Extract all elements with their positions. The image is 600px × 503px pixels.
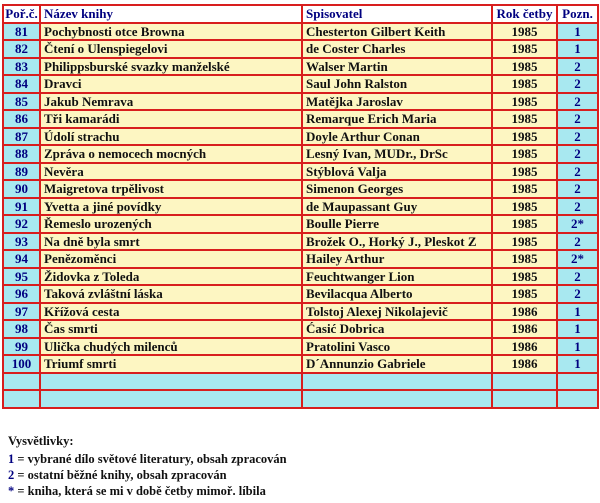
note-code: 1 [557, 40, 598, 58]
table-row [3, 285, 598, 303]
row-number: 93 [3, 233, 40, 251]
table-row [3, 110, 598, 128]
book-author: Simenon Georges [302, 180, 492, 198]
book-author: Feuchtwanger Lion [302, 268, 492, 286]
book-title: Údolí strachu [40, 128, 302, 146]
book-title: Taková zvláštní láska [40, 285, 302, 303]
note-code: 2 [557, 145, 598, 163]
row-number: 84 [3, 75, 40, 93]
note-code: 1 [557, 320, 598, 338]
legend [8, 433, 287, 499]
book-title: Maigretova trpělivost [40, 180, 302, 198]
book-author: Hailey Arthur [302, 250, 492, 268]
note-code: 2 [557, 180, 598, 198]
empty-cell [302, 373, 492, 391]
legend-line [8, 483, 287, 499]
empty-cell [40, 390, 302, 408]
note-code: 2 [557, 198, 598, 216]
book-author: de Coster Charles [302, 40, 492, 58]
row-number: 89 [3, 163, 40, 181]
table-row [3, 215, 598, 233]
reading-year: 1986 [492, 338, 557, 356]
book-table [2, 4, 599, 409]
row-number: 97 [3, 303, 40, 321]
reading-year: 1985 [492, 93, 557, 111]
reading-year: 1985 [492, 145, 557, 163]
note-code: 1 [557, 338, 598, 356]
book-author: Brožek O., Horký J., Pleskot Z [302, 233, 492, 251]
book-title: Penězoměnci [40, 250, 302, 268]
book-author: Chesterton Gilbert Keith [302, 23, 492, 41]
table-row [3, 303, 598, 321]
reading-year: 1986 [492, 355, 557, 373]
legend-heading: Vysvětlivky: [8, 434, 74, 448]
legend-line [8, 467, 287, 483]
book-author: Tolstoj Alexej Nikolajevič [302, 303, 492, 321]
header-number: Poř.č. [3, 5, 40, 23]
reading-year: 1985 [492, 285, 557, 303]
book-title: Philippsburské svazky manželské [40, 58, 302, 76]
table-row [3, 40, 598, 58]
note-code: 2* [557, 250, 598, 268]
table-row [3, 250, 598, 268]
note-code: 2 [557, 128, 598, 146]
reading-year: 1985 [492, 268, 557, 286]
book-title: Dravci [40, 75, 302, 93]
table-row [3, 355, 598, 373]
table-row [3, 233, 598, 251]
table-body [3, 23, 598, 408]
reading-year: 1985 [492, 215, 557, 233]
row-number: 81 [3, 23, 40, 41]
row-number: 85 [3, 93, 40, 111]
book-title: Čtení o Ulenspiegelovi [40, 40, 302, 58]
note-code: 1 [557, 355, 598, 373]
reading-year: 1985 [492, 110, 557, 128]
legend-mark: 2 [8, 468, 15, 482]
book-title: Řemeslo urozených [40, 215, 302, 233]
row-number: 82 [3, 40, 40, 58]
table-row [3, 75, 598, 93]
legend-text: = ostatní běžné knihy, obsah zpracován [14, 468, 227, 482]
legend-mark: * [8, 484, 15, 498]
reading-year: 1986 [492, 303, 557, 321]
table-row [3, 23, 598, 41]
row-number: 88 [3, 145, 40, 163]
book-title: Pochybnosti otce Browna [40, 23, 302, 41]
book-author: Ćasić Dobrica [302, 320, 492, 338]
row-number: 91 [3, 198, 40, 216]
legend-mark: 1 [8, 452, 15, 466]
book-author: Saul John Ralston [302, 75, 492, 93]
table-row [3, 145, 598, 163]
note-code: 2 [557, 285, 598, 303]
row-number: 99 [3, 338, 40, 356]
reading-year: 1985 [492, 58, 557, 76]
book-title: Čas smrti [40, 320, 302, 338]
row-number: 87 [3, 128, 40, 146]
header-title: Název knihy [40, 5, 302, 23]
book-author: Boulle Pierre [302, 215, 492, 233]
note-code: 2* [557, 215, 598, 233]
legend-text: = vybrané dílo světové literatury, obsah zpracován [14, 452, 287, 466]
book-author: Remarque Erich Maria [302, 110, 492, 128]
reading-year: 1985 [492, 198, 557, 216]
book-title: Na dně byla smrt [40, 233, 302, 251]
note-code: 2 [557, 75, 598, 93]
row-number: 98 [3, 320, 40, 338]
row-number: 96 [3, 285, 40, 303]
table-row [3, 268, 598, 286]
table-row [3, 93, 598, 111]
row-number: 90 [3, 180, 40, 198]
book-author: de Maupassant Guy [302, 198, 492, 216]
legend-text: = kniha, která se mi v době četby mimoř. líbila [14, 484, 266, 498]
empty-cell [40, 373, 302, 391]
note-code: 2 [557, 93, 598, 111]
header-note: Pozn. [557, 5, 598, 23]
reading-year: 1985 [492, 75, 557, 93]
row-number: 83 [3, 58, 40, 76]
note-code: 1 [557, 303, 598, 321]
row-number: 94 [3, 250, 40, 268]
reading-year: 1985 [492, 250, 557, 268]
empty-cell [557, 390, 598, 408]
empty-cell [557, 373, 598, 391]
book-title: Křížová cesta [40, 303, 302, 321]
note-code: 2 [557, 110, 598, 128]
table-row [3, 338, 598, 356]
book-author: Doyle Arthur Conan [302, 128, 492, 146]
empty-cell [302, 390, 492, 408]
header-author: Spisovatel [302, 5, 492, 23]
note-code: 2 [557, 233, 598, 251]
reading-year: 1985 [492, 40, 557, 58]
book-author: Matějka Jaroslav [302, 93, 492, 111]
note-code: 1 [557, 23, 598, 41]
row-number: 95 [3, 268, 40, 286]
reading-year: 1985 [492, 233, 557, 251]
empty-cell [3, 373, 40, 391]
book-title: Triumf smrti [40, 355, 302, 373]
empty-cell [492, 390, 557, 408]
book-author: D´Annunzio Gabriele [302, 355, 492, 373]
reading-year: 1985 [492, 128, 557, 146]
table-row [3, 163, 598, 181]
table-row [3, 128, 598, 146]
book-author: Lesný Ivan, MUDr., DrSc [302, 145, 492, 163]
table-row [3, 320, 598, 338]
note-code: 2 [557, 58, 598, 76]
reading-year: 1985 [492, 180, 557, 198]
reading-year: 1985 [492, 163, 557, 181]
row-number: 92 [3, 215, 40, 233]
note-code: 2 [557, 163, 598, 181]
book-title: Zpráva o nemocech mocných [40, 145, 302, 163]
book-title: Tři kamarádi [40, 110, 302, 128]
note-code: 2 [557, 268, 598, 286]
book-title: Židovka z Toleda [40, 268, 302, 286]
book-title: Ulička chudých milenců [40, 338, 302, 356]
table-row [3, 198, 598, 216]
legend-items [8, 451, 287, 499]
row-number: 100 [3, 355, 40, 373]
reading-year: 1986 [492, 320, 557, 338]
book-author: Bevilacqua Alberto [302, 285, 492, 303]
table-row [3, 180, 598, 198]
legend-line [8, 451, 287, 467]
empty-cell [3, 390, 40, 408]
book-title: Nevěra [40, 163, 302, 181]
table-header-row [3, 5, 598, 23]
table-row [3, 58, 598, 76]
empty-table-row [3, 373, 598, 391]
empty-table-row [3, 390, 598, 408]
row-number: 86 [3, 110, 40, 128]
book-title: Yvetta a jiné povídky [40, 198, 302, 216]
book-author: Walser Martin [302, 58, 492, 76]
header-year: Rok četby [492, 5, 557, 23]
book-author: Stýblová Valja [302, 163, 492, 181]
empty-cell [492, 373, 557, 391]
book-title: Jakub Nemrava [40, 93, 302, 111]
reading-year: 1985 [492, 23, 557, 41]
book-author: Pratolini Vasco [302, 338, 492, 356]
